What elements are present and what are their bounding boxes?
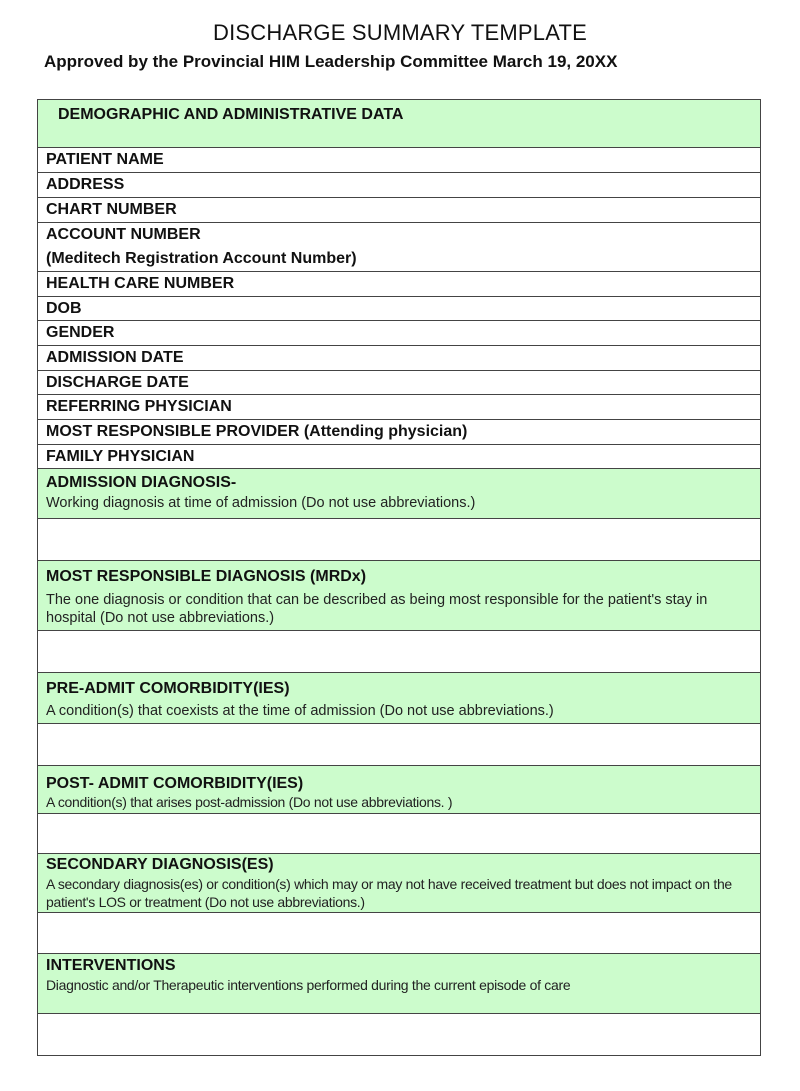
field-discharge-date[interactable] — [38, 371, 760, 395]
field-gender[interactable] — [38, 321, 760, 346]
field-family-physician[interactable] — [38, 445, 760, 469]
section-title: SECONDARY DIAGNOSIS(ES) — [46, 856, 274, 873]
field-admission-date[interactable] — [38, 346, 760, 371]
document-title: DISCHARGE SUMMARY TEMPLATE — [213, 20, 587, 45]
section-pre-admit-comorbidities — [38, 673, 760, 724]
section-description: Working diagnosis at time of admission (Do not use abbreviations.) — [46, 495, 476, 511]
section-admission-diagnosis — [38, 469, 760, 519]
field-label: CHART NUMBER — [46, 201, 177, 218]
section-description: A condition(s) that coexists at the time of admission (Do not use abbreviations.) — [46, 703, 554, 719]
field-label: MOST RESPONSIBLE PROVIDER (Attending physician) — [46, 423, 468, 440]
field-account-number[interactable] — [38, 223, 760, 272]
secondary-diagnoses-entry[interactable] — [38, 913, 760, 954]
section-title: POST- ADMIT COMORBIDITY(IES) — [46, 775, 304, 792]
field-label: HEALTH CARE NUMBER — [46, 275, 235, 292]
field-chart-number[interactable] — [38, 198, 760, 223]
section-interventions — [38, 954, 760, 1014]
field-label: DOB — [46, 300, 82, 317]
interventions-entry[interactable] — [38, 1014, 760, 1055]
field-label: ADMISSION DATE — [46, 349, 184, 366]
field-health-care-number[interactable] — [38, 272, 760, 297]
admission-diagnosis-entry[interactable] — [38, 519, 760, 561]
field-sublabel: (Meditech Registration Account Number) — [46, 250, 357, 267]
field-label: REFERRING PHYSICIAN — [46, 398, 232, 415]
section-secondary-diagnoses — [38, 854, 760, 913]
field-label: ACCOUNT NUMBER — [46, 226, 201, 243]
field-patient-name[interactable] — [38, 148, 760, 173]
section-title: PRE-ADMIT COMORBIDITY(IES) — [46, 680, 290, 697]
section-description: The one diagnosis or condition that can be described as being most responsible for the patient's stay in hospital (Do not use abbreviations.) — [46, 592, 708, 626]
field-most-responsible-provider[interactable] — [38, 420, 760, 445]
approval-subtitle: Approved by the Provincial HIM Leadership Committee March 19, 20XX — [44, 52, 618, 71]
field-referring-physician[interactable] — [38, 395, 760, 420]
field-label: ADDRESS — [46, 176, 125, 193]
section-description: A secondary diagnosis(es) or condition(s) which may or may not have received treatment but does not impact on the patient's LOS or treatment (Do not use abbreviations.) — [46, 876, 732, 910]
field-label: FAMILY PHYSICIAN — [46, 448, 195, 465]
section-description: Diagnostic and/or Therapeutic interventions performed during the current episode of care — [46, 977, 571, 993]
section-post-admit-comorbidities — [38, 766, 760, 814]
field-dob[interactable] — [38, 297, 760, 321]
section-title: ADMISSION DIAGNOSIS- — [46, 474, 237, 491]
pre-admit-comorbidities-entry[interactable] — [38, 724, 760, 766]
section-most-responsible-diagnosis — [38, 561, 760, 631]
discharge-summary-form — [37, 99, 761, 1056]
demographics-heading: DEMOGRAPHIC AND ADMINISTRATIVE DATA — [38, 100, 760, 148]
section-title: MOST RESPONSIBLE DIAGNOSIS (MRDx) — [46, 568, 367, 585]
section-description: A condition(s) that arises post-admission (Do not use abbreviations. ) — [46, 794, 453, 810]
field-label: GENDER — [46, 324, 115, 341]
field-address[interactable] — [38, 173, 760, 198]
field-label: DISCHARGE DATE — [46, 374, 189, 391]
post-admit-comorbidities-entry[interactable] — [38, 814, 760, 854]
most-responsible-diagnosis-entry[interactable] — [38, 631, 760, 673]
section-title: INTERVENTIONS — [46, 957, 176, 974]
field-label: PATIENT NAME — [46, 151, 164, 168]
